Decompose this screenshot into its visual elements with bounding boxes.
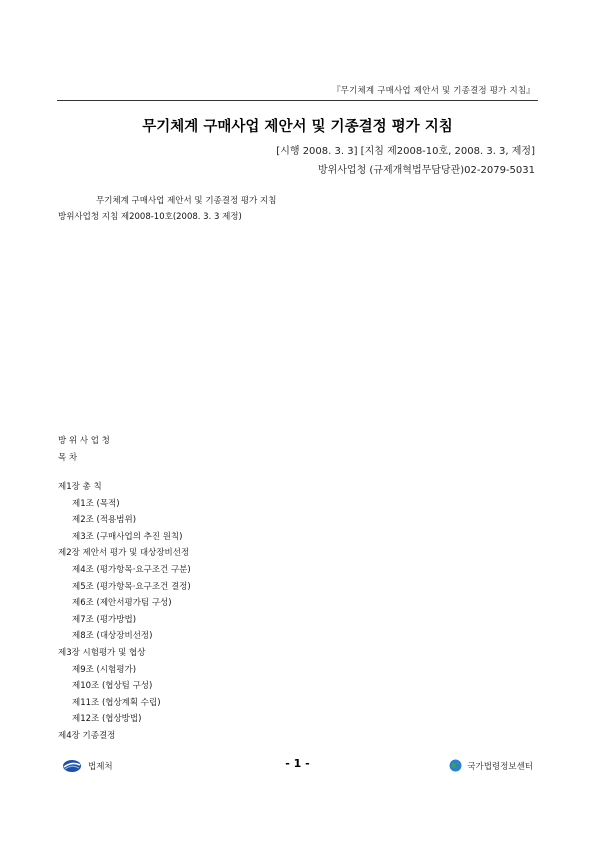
toc-article-item: 제4조 (평가항목·요구조건 구분) — [72, 564, 191, 575]
footer-left-label: 법제처 — [88, 762, 113, 772]
toc-chapter-item: 제2장 제안서 평가 및 대상장비선정 — [58, 548, 190, 559]
toc-article-item: 제1조 (목적) — [72, 498, 120, 509]
document-meta: [시행 2008. 3. 3] [지침 제2008-10호, 2008. 3. 3, 제정] — [276, 146, 535, 157]
globe-icon — [449, 759, 462, 772]
running-header: 『무기체계 구매사업 제안서 및 기종결정 평가 지침』 — [331, 86, 535, 96]
page-number: - 1 - — [285, 757, 310, 770]
toc-article-item: 제7조 (평가방법) — [72, 614, 137, 625]
toc-article-item: 제3조 (구매사업의 추진 원칙) — [72, 531, 183, 542]
document-department: 방위사업청 (규제개혁법무담당관)02-2079-5031 — [317, 165, 535, 176]
toc-heading: 목 차 — [58, 453, 78, 463]
toc-article-item: 제5조 (평가항목·요구조건 결정) — [72, 581, 191, 592]
toc-article-item: 제11조 (협상계획 수립) — [72, 697, 161, 708]
toc-article-item: 제12조 (협상방법) — [72, 714, 142, 725]
table-of-contents — [58, 479, 191, 745]
header-divider — [57, 100, 538, 101]
toc-article-item: 제2조 (적용범위) — [72, 515, 137, 526]
toc-article-item: 제9조 (시험평가) — [72, 664, 137, 675]
toc-chapter-item: 제3장 시험평가 및 협상 — [58, 647, 146, 658]
toc-chapter-item: 제4장 기종결정 — [58, 730, 116, 741]
footer-right-label: 국가법령정보센터 — [467, 761, 533, 772]
toc-article-item: 제10조 (협상팀 구성) — [72, 681, 153, 692]
document-title: 무기체계 구매사업 제안서 및 기종결정 평가 지침 — [142, 119, 453, 135]
toc-agency: 방 위 사 업 청 — [58, 436, 110, 446]
intro-title-line: 무기체계 구매사업 제안서 및 기종결정 평가 지침 — [96, 196, 277, 206]
footer-right — [449, 759, 533, 772]
toc-chapter-item: 제1장 총 칙 — [58, 482, 102, 492]
toc-article-item: 제6조 (제안서평가팀 구성) — [72, 598, 172, 609]
toc-article-item: 제8조 (대상장비선정) — [72, 631, 153, 642]
intro-directive-line: 방위사업청 지침 제2008-10호(2008. 3. 3 제정) — [58, 212, 242, 222]
